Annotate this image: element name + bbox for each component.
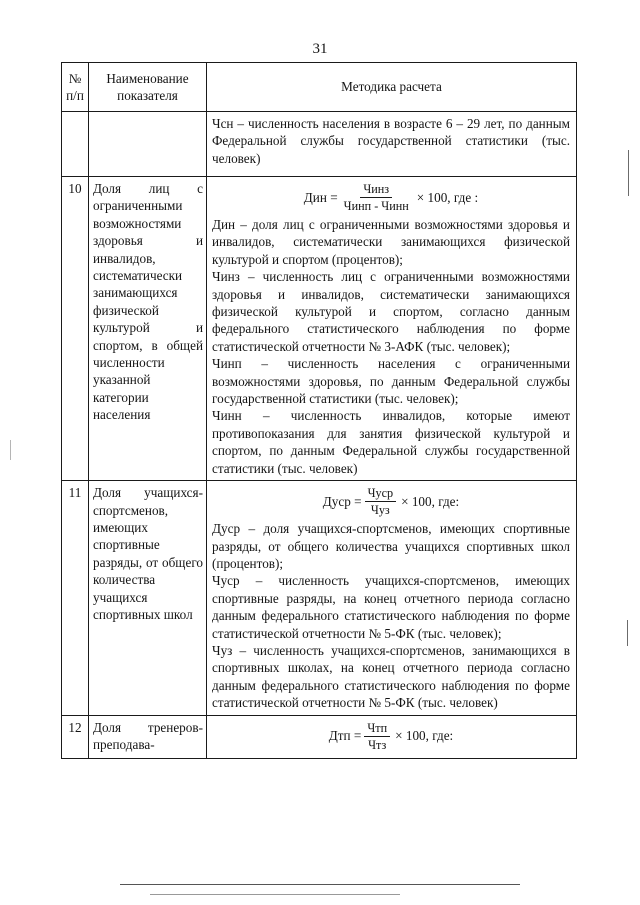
table-row [62,481,577,715]
row-indicator-name [89,112,207,177]
formula-lhs: Дин = [303,189,338,205]
formula [212,182,570,213]
row-indicator-name: Доля лиц с ограниченными возможностями здоровья и инвалидов, систематически занимающихся физической культурой и спортом, в общей численности указанной категории населения [89,177,207,481]
method-paragraph: Чинн – численность инвалидов, которые имеют противопоказания для занятия физической культурой и спортом, по данным Федеральной службы государственной статистики (тыс. человек) [212,408,570,476]
row-method [207,177,577,481]
formula-lhs: Дусp = [322,493,362,509]
formula [212,721,570,752]
scan-bottom-line [150,894,400,895]
row-method [207,481,577,715]
row-indicator-name: Доля учащихся-спортсменов, имеющих спортивные разряды, от общего количества учащихся спортивных школ [89,481,207,715]
scan-bottom-line [120,884,520,885]
row-method [207,112,577,177]
method-paragraph: Дин – доля лиц с ограниченными возможностями здоровья и инвалидов, систематически занимающихся физической культурой и спортом (процентов); [212,217,570,267]
scan-margin-mark [627,620,628,646]
formula-tail: × 100, где: [395,728,454,744]
table-row [62,715,577,758]
row-num [62,112,89,177]
page-number: 31 [312,41,328,57]
scan-margin-mark [628,150,629,196]
method-paragraph: Дуср – доля учащихся-спортсменов, имеющих спортивные разряды, от общего количества учащихся спортивных школ (процентов); [212,521,570,571]
formula-tail: × 100, где: [401,493,460,509]
table-row [62,112,577,177]
scan-margin-mark [10,440,11,460]
row-num: 10 [62,177,89,481]
method-paragraph: Чинп – численность населения с ограниченными возможностями здоровья, по данным Федеральной службы государственной статистики (тыс. человек); [212,356,570,407]
header-name: Наименование показателя [89,63,207,112]
formula-fraction [341,182,412,213]
header-method: Методика расчета [207,63,577,112]
formula-denominator: Чуз [370,503,390,518]
formula-denominator: Чинп - Чинн [343,199,409,213]
formula-fraction [365,486,397,517]
formula-tail: × 100, где : [416,189,479,205]
table-row [62,177,577,481]
row-method [207,715,577,758]
formula-denominator: Чтз [368,737,387,752]
method-paragraph: Чуз – численность учащихся-спортсменов, занимающихся в спортивных школах, на конец отчетного периода согласно данным федерального статистического наблюдения по форме статистической отчетности № 5-ФК (тыс. человек) [212,642,570,711]
method-paragraph: Чуср – численность учащихся-спортсменов, имеющих спортивные разряды, на конец отчетного периода согласно данным федерального статистического наблюдения по форме статистической отчетности № 5-ФК (тыс. человек); [212,573,570,641]
row-num: 12 [62,715,89,758]
row-num: 11 [62,481,89,715]
method-paragraph: Чсн – численность населения в возрасте 6 – 29 лет, по данным Федеральной службы государственной статистики (тыс. человек) [212,116,570,166]
formula-lhs: Дтп = [328,728,362,744]
header-num: № п/п [62,63,89,112]
formula-fraction [364,721,390,752]
formula [212,486,570,517]
table-header-row [62,63,577,112]
formula-numerator: Чтп [364,721,390,737]
indicators-table [61,62,577,759]
formula-numerator: Чинз [360,182,392,198]
method-paragraph: Чинз – численность лиц с ограниченными возможностями здоровья и инвалидов, систематически занимающихся физической культурой и спортом, согласно данным федерального статистического наблюдения по форме статистической отчетности № 3-АФК (тыс. человек); [212,269,570,354]
formula-numerator: Чуср [365,486,397,502]
row-indicator-name: Доля тренеров-преподава- [89,715,207,758]
